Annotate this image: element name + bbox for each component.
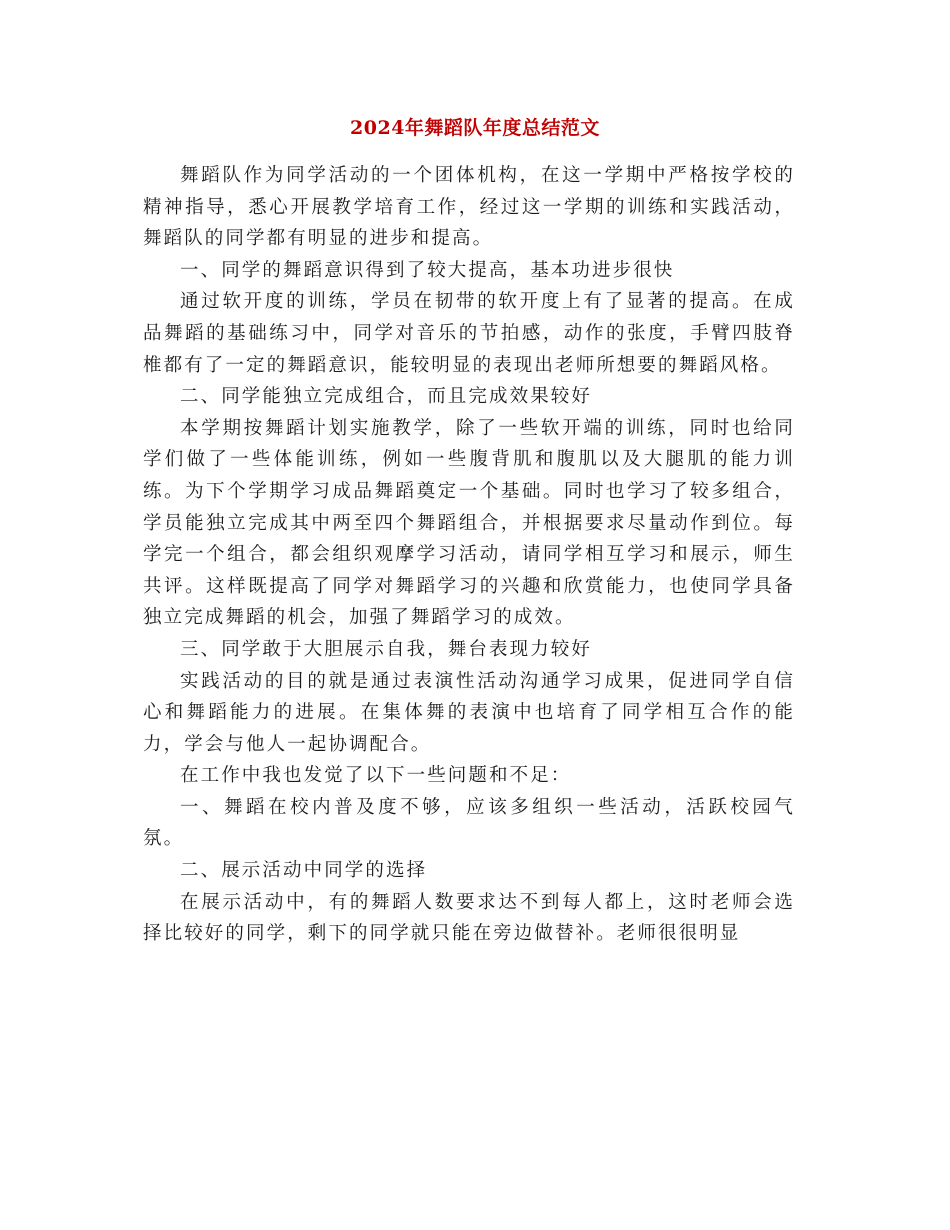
- paragraph-section-3: 实践活动的目的就是通过表演性活动沟通学习成果，促进同学自信心和舞蹈能力的进展。在集体舞的表演中也培育了同学相互合作的能力，学会与他人一起协调配合。: [143, 670, 795, 755]
- paragraph-problem-2: 在展示活动中，有的舞蹈人数要求达不到每人都上，这时老师会选择比较好的同学，剩下的同学就只能在旁边做替补。老师很很明显: [143, 891, 795, 945]
- heading-section-1: 一、同学的舞蹈意识得到了较大提高，基本功进步很快: [180, 259, 675, 281]
- paragraph-section-1: 通过软开度的训练，学员在韧带的软开度上有了显著的提高。在成品舞蹈的基础练习中，同学对音乐的节拍感，动作的张度，手臂四肢脊椎都有了一定的舞蹈意识，能较明显的表现出老师所想要的舞蹈风格。: [143, 291, 795, 376]
- document-body: [143, 160, 795, 950]
- paragraph-problems-intro: 在工作中我也发觉了以下一些问题和不足：: [180, 765, 572, 787]
- problem-item-1: 一、舞蹈在校内普及度不够，应该多组织一些活动，活跃校园气氛。: [143, 796, 795, 850]
- paragraph-intro: 舞蹈队作为同学活动的一个团体机构，在这一学期中严格按学校的精神指导，悉心开展教学培育工作，经过这一学期的训练和实践活动，舞蹈队的同学都有明显的进步和提高。: [143, 165, 795, 250]
- document-title: 2024年舞蹈队年度总结范文: [350, 117, 600, 139]
- heading-section-2: 二、同学能独立完成组合，而且完成效果较好: [180, 386, 593, 408]
- problem-item-2-heading: 二、展示活动中同学的选择: [180, 860, 428, 882]
- paragraph-section-2: 本学期按舞蹈计划实施教学，除了一些软开端的训练，同时也给同学们做了一些体能训练，例如一些腹背肌和腹肌以及大腿肌的能力训练。为下个学期学习成品舞蹈奠定一个基础。同时也学习了较多组合，学员能独立完成其中两至四个舞蹈组合，并根据要求尽量动作到位。每学完一个组合，都会组织观摩学习活动，请同学相互学习和展示，师生共评。这样既提高了同学对舞蹈学习的兴趣和欣赏能力，也使同学具备独立完成舞蹈的机会，加强了舞蹈学习的成效。: [143, 417, 795, 629]
- heading-section-3: 三、同学敢于大胆展示自我，舞台表现力较好: [180, 638, 593, 660]
